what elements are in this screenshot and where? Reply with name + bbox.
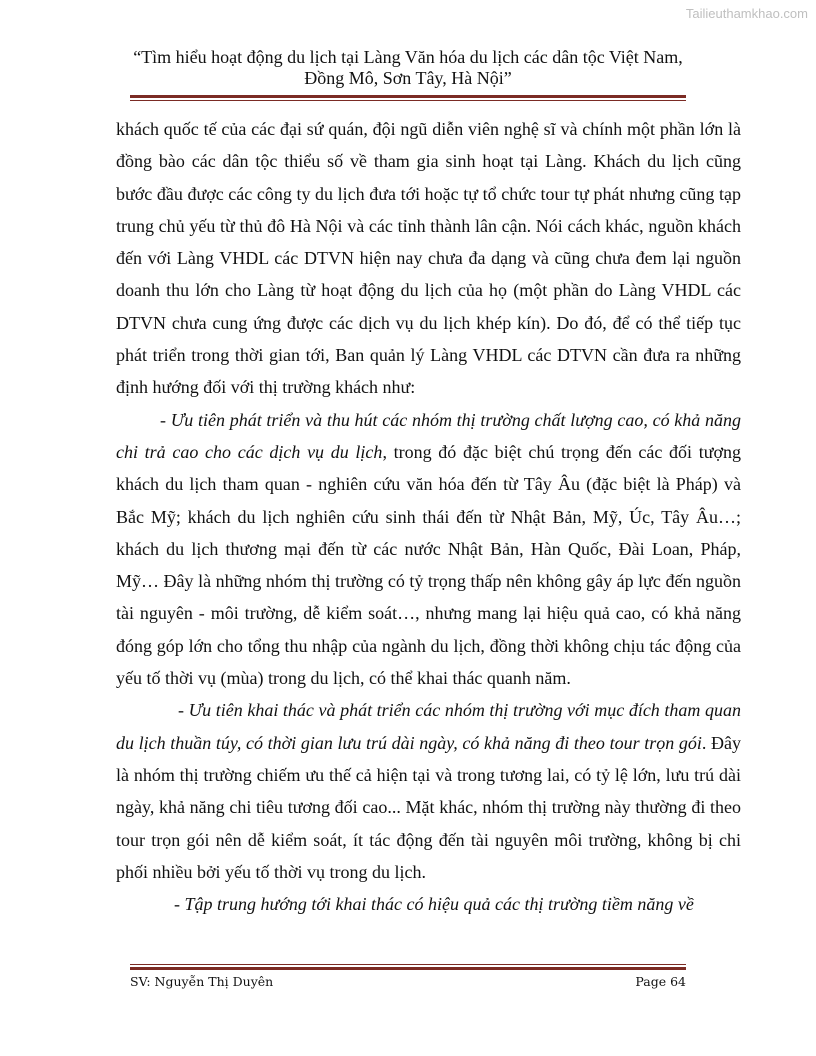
page-header [130,47,686,89]
watermark: Tailieuthamkhao.com [685,6,808,21]
paragraph-2-emphasis: - Ưu tiên phát triển và thu hút các nhóm thị trường chất lượng cao, có khả năng chi trả cao cho các dịch vụ du lịch [116,409,741,462]
page-number: Page 64 [635,974,686,989]
footer-rule-thin [130,964,686,965]
document-body [116,113,741,920]
paragraph-4 [116,888,741,920]
footer-author: SV: Nguyễn Thị Duyên [130,974,274,989]
header-title-line-2: Đồng Mô, Sơn Tây, Hà Nội” [304,68,512,88]
paragraph-3-text: . Đây là nhóm thị trường chiếm ưu thế cả hiện tại và trong tương lai, có tỷ lệ lớn, lưu trú dài ngày, khả năng chi tiêu tương đối cao... Mặt khác, nhóm thị trường này thường đi theo tour trọn gói nên dễ kiểm soát, ít tác động đến tài nguyên môi trường, không bị chi phối nhiều bởi yếu tố thời vụ trong du lịch. [116,732,741,882]
paragraph-3 [116,694,741,888]
paragraph-1: khách quốc tế của các đại sứ quán, đội ngũ diễn viên nghệ sĩ và chính một phần lớn là đồng bào các dân tộc thiểu số về tham gia sinh hoạt tại Làng. Khách du lịch cũng bước đầu được các công ty du lịch đưa tới hoặc tự tổ chức tour tự phát nhưng cũng tạp trung chủ yếu từ thủ đô Hà Nội và các tỉnh thành lân cận. Nói cách khác, nguồn khách đến với Làng VHDL các DTVN hiện nay chưa đa dạng và cũng chưa đem lại nguồn doanh thu lớn cho Làng từ hoạt động du lịch của họ (một phần do Làng VHDL các DTVN chưa cung ứng được các dịch vụ du lịch khép kín). Do đó, để có thể tiếp tục phát triển trong thời gian tới, Ban quản lý Làng VHDL các DTVN cần đưa ra những định hướng đối với thị trường khách như: [116,119,741,398]
footer-rule-thick [130,967,686,970]
paragraph-2-text: , trong đó đặc biệt chú trọng đến các đối tượng khách du lịch tham quan - nghiên cứu văn hóa đến từ Tây Âu (đặc biệt là Pháp) và Bắc Mỹ; khách du lịch nghiên cứu sinh thái đến từ Nhật Bản, Mỹ, Úc, Tây Âu…; khách du lịch thương mại đến từ các nước Nhật Bản, Hàn Quốc, Đài Loan, Pháp, Mỹ… Đây là những nhóm thị trường có tỷ trọng thấp nên không gây áp lực đến nguồn tài nguyên - môi trường, dễ kiểm soát…, nhưng mang lại hiệu quả cao, có khả năng đóng góp lớn cho tổng thu nhập của ngành du lịch, đồng thời không chịu tác động của yếu tố thời vụ (mùa) trong du lịch, có thể khai thác quanh năm. [116,441,741,689]
paragraph-2 [116,404,741,695]
header-title-line-1: “Tìm hiểu hoạt động du lịch tại Làng Văn hóa du lịch các dân tộc Việt Nam, [133,47,683,67]
header-rule-thick [130,95,686,98]
paragraph-4-emphasis: - Tập trung hướng tới khai thác có hiệu quả các thị trường tiềm năng về [174,894,694,915]
header-rule-thin [130,100,686,101]
paragraph-3-emphasis: - Ưu tiên khai thác và phát triển các nhóm thị trường với mục đích tham quan du lịch thuần túy, có thời gian lưu trú dài ngày, có khả năng đi theo tour trọn gói [116,700,741,753]
page-footer [130,974,686,989]
